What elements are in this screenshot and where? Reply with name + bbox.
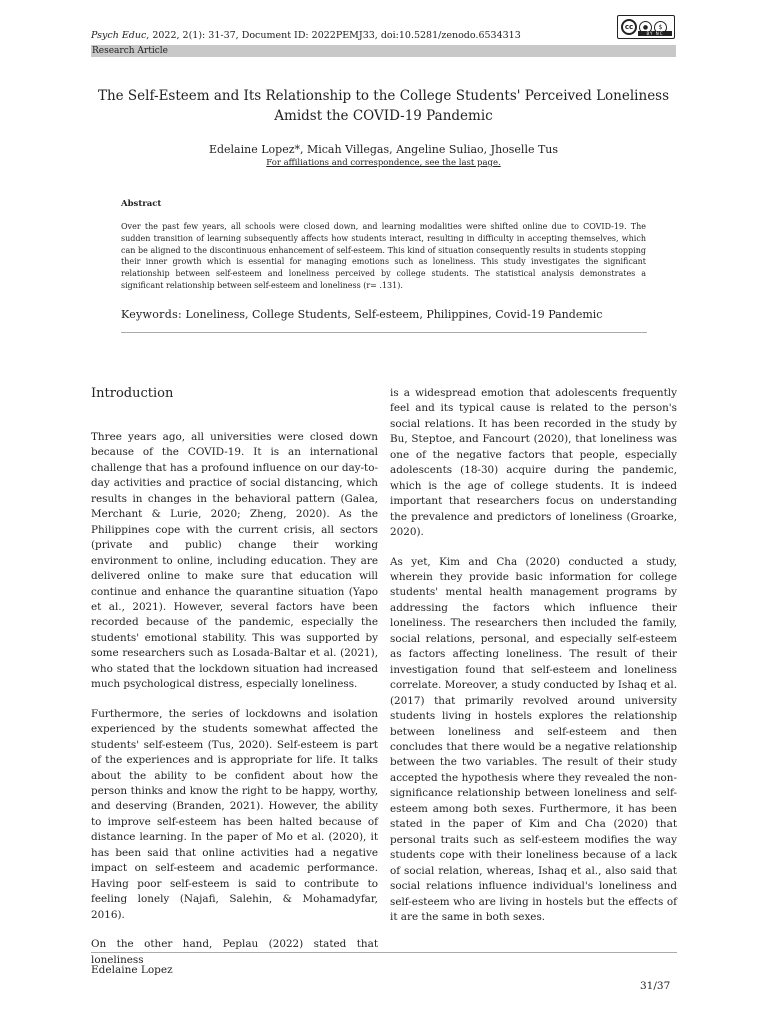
title-line-2: Amidst the COVID-19 Pandemic — [274, 108, 493, 124]
citation-details: , 2022, 2(1): 31-37, Document ID: 2022PEMJ33, doi:10.5281/zenodo.6534313 — [146, 30, 521, 41]
title-line-1: The Self-Esteem and Its Relationship to the College Students' Perceived Loneliness — [97, 88, 670, 104]
paragraph: Furthermore, the series of lockdowns and isolation experienced by the students somewhat affected the students' self-esteem (Tus, 2020). Self-esteem is part of the experiences and is appropriate for life. It talks about the ability to be confident about how the person thinks and know the right to be happy, worthy, and deserving (Branden, 2021). However, the ability to improve self-esteem has been halted because of distance learning. In the paper of Mo et al. (2020), it has been said that online activities had a negative impact on self-esteem and academic performance. Having poor self-esteem is said to contribute to feeling lonely (Najafi, Salehin, & Mohamadyfar, 2016). — [91, 707, 378, 921]
keywords — [121, 308, 661, 321]
abstract-divider — [121, 332, 647, 333]
paragraph: Three years ago, all universities were closed down because of the COVID-19. It is an international challenge that has a profound influence on our day-to-day activities and practice of social distancing, which results in changes in the behavioral pattern (Galea, Merchant & Lurie, 2020; Zheng, 2020). As the Philippines cope with the current crisis, all sectors (private and public) change their working environment to online, including education. They are delivered online to make sure that education will continue and enhance the quarantine situation (Yapo et al., 2021). However, several factors have been recorded because of the pandemic, especially the students' emotional stability. This was supported by some researchers such as Losada-Baltar et al. (2021), who stated that the lockdown situation had increased much psychological distress, especially loneliness. — [91, 431, 378, 691]
right-column — [390, 386, 677, 939]
article-title — [91, 86, 676, 126]
paragraph: is a widespread emotion that adolescents frequently feel and its typical cause is related to the person's social relations. It has been recorded in the study by Bu, Steptoe, and Fancourt (2020), that loneliness was one of the negative factors that people, especially adolescents (18-30) acquire during the pandemic, which is the age of college students. It is indeed important that researchers focus on understanding the prevalence and predictors of loneliness (Groarke, 2020). — [390, 387, 677, 539]
left-column — [91, 430, 378, 982]
footer-divider — [91, 952, 677, 953]
footer-author: Edelaine Lopez — [91, 964, 173, 976]
article-type-bar: Research Article — [91, 45, 676, 57]
journal-citation — [91, 30, 521, 41]
journal-name: Psych Educ — [91, 30, 147, 41]
page-number: 31/37 — [640, 980, 671, 992]
noncommercial-icon: $ — [654, 21, 667, 34]
paragraph: As yet, Kim and Cha (2020) conducted a study, wherein they provide basic information for college students' mental health management programs by addressing the factors which influence their loneliness. The researchers then included the family, social relations, personal, and especially self-esteem as factors affecting loneliness. The result of their investigation found that self-esteem and loneliness correlate. Moreover, a study conducted by Ishaq et al. (2017) that primarily revolved around university students living in hostels explores the relationship between loneliness and self-esteem and then concludes that there would be a negative relationship between the two variables. The result of their study accepted the hypothesis where they revealed the non-significance relationship between loneliness and self-esteem among both sexes. Furthermore, it has been stated in the paper of Kim and Cha (2020) that personal traits such as self-esteem modifies the way students cope with their loneliness because of a lack of social relation, whereas, Ishaq et al., also said that social relations influence individual's loneliness and self-esteem who are living in hostels but the effects of it are the same in both sexes. — [390, 555, 677, 923]
paragraph: On the other hand, Peplau (2022) stated that loneliness — [91, 938, 378, 966]
cc-icon: cc — [621, 19, 637, 35]
affiliation-note: For affiliations and correspondence, see the last page. — [266, 158, 501, 168]
abstract-text: Over the past few years, all schools were closed down, and learning modalities were shifted online due to COVID-19. The sudden transition of learning subsequently affects how students interact, resulting in difficulty in accepting themselves, which can be aligned to the discontinuous enhancement of self-esteem. This kind of situation consequently results in students stopping their inner growth which is essential for managing emotions such as loneliness. This study investigates the significant relationship between self-esteem and loneliness perceived by college students. The statistical analysis demonstrates a significant relationship between self-esteem and loneliness (r= .131). — [121, 222, 646, 290]
keywords-value: Loneliness, College Students, Self-esteem, Philippines, Covid-19 Pandemic — [182, 308, 603, 321]
keywords-label: Keywords: — [121, 308, 183, 321]
attribution-icon: ● — [639, 21, 652, 34]
cc-license-badge — [617, 15, 675, 39]
license-label: BY NC — [638, 31, 672, 36]
author-list: Edelaine Lopez*, Micah Villegas, Angeline Suliao, Jhoselle Tus — [208, 143, 559, 156]
section-heading-introduction: Introduction — [91, 386, 174, 401]
abstract-heading: Abstract — [121, 199, 162, 209]
